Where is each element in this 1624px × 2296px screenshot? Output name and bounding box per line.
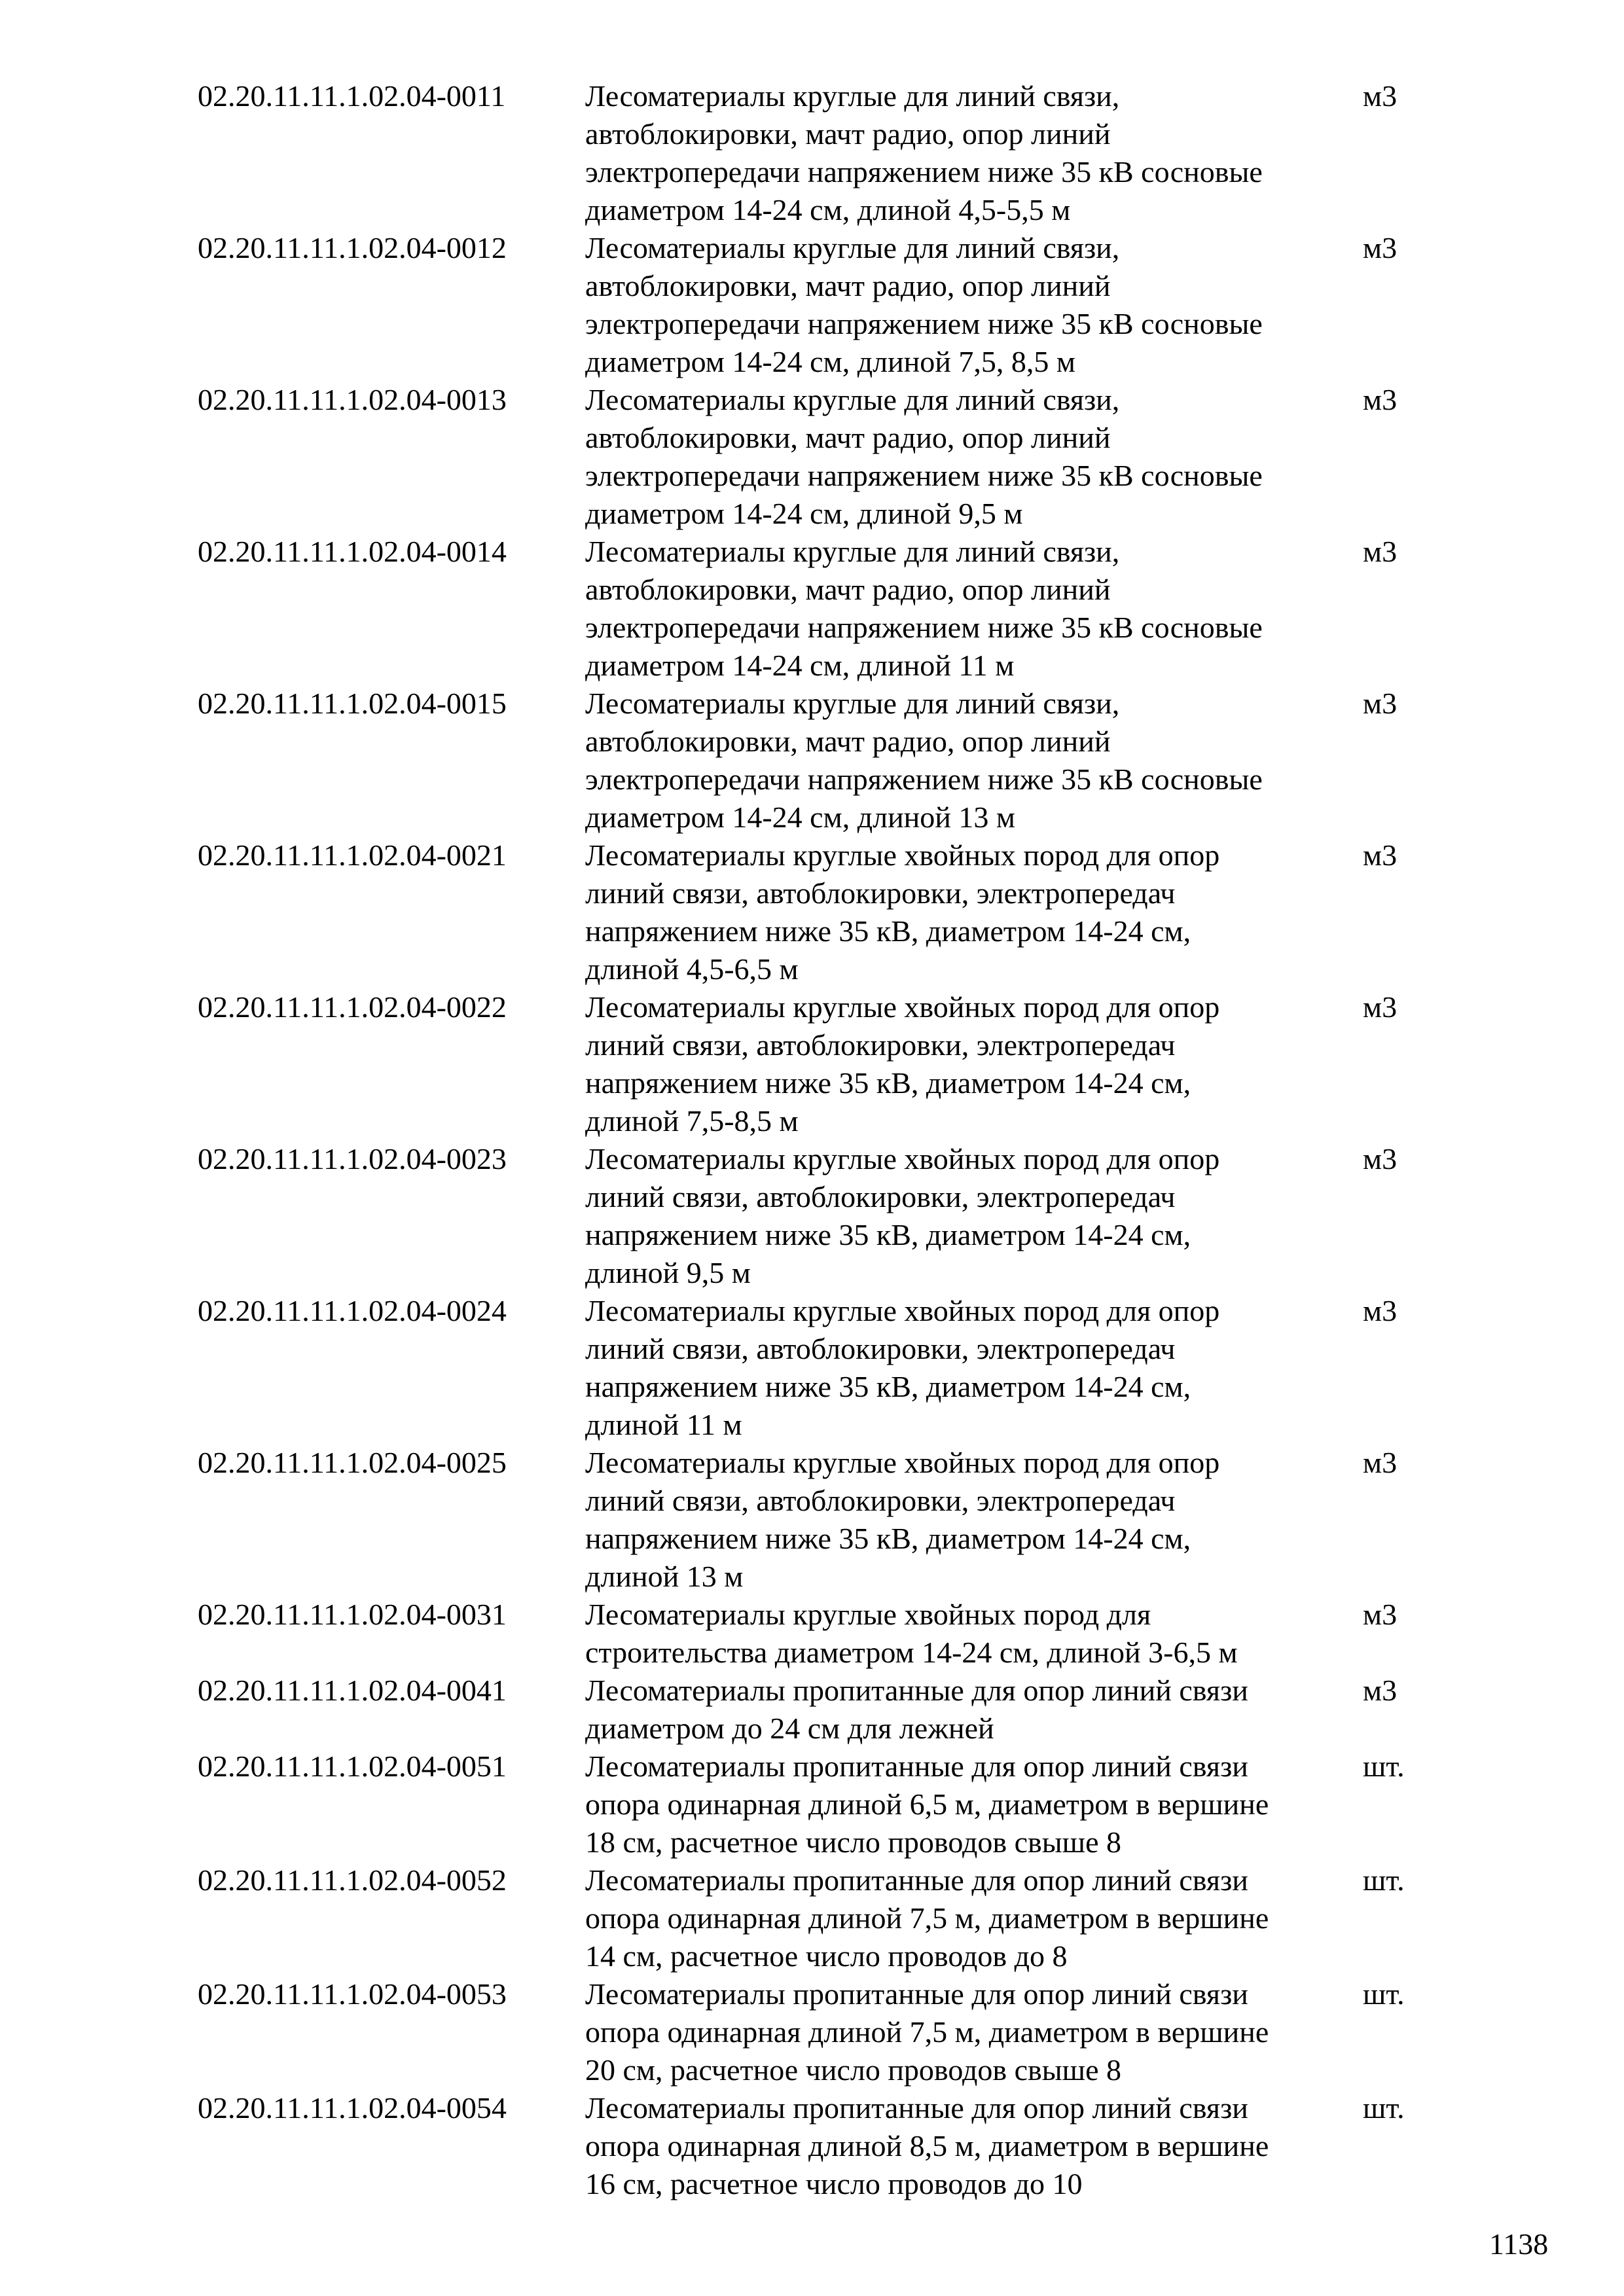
- description-line: длиной 11 м: [585, 1408, 742, 1441]
- resource-description: [585, 1861, 1363, 1975]
- resource-description: [585, 381, 1363, 533]
- measurement-unit: м3: [1363, 1598, 1398, 1631]
- description-line: Лесоматериалы круглые для линий связи,: [585, 535, 1120, 568]
- description-line: электропередачи напряжением ниже 35 кВ сосновые: [585, 762, 1263, 796]
- table-row: [198, 229, 1441, 381]
- resource-description: [585, 229, 1363, 381]
- description-line: напряжением ниже 35 кВ, диаметром 14-24 см,: [585, 1218, 1191, 1251]
- table-row: [198, 1596, 1441, 1672]
- description-line: опора одинарная длиной 7,5 м, диаметром в вершине: [585, 2015, 1269, 2049]
- description-line: Лесоматериалы круглые для линий связи,: [585, 687, 1120, 720]
- measurement-unit: м3: [1363, 1142, 1398, 1175]
- description-line: Лесоматериалы круглые хвойных пород для опор: [585, 1446, 1220, 1479]
- description-line: автоблокировки, мачт радио, опор линий: [585, 573, 1111, 606]
- description-line: опора одинарная длиной 8,5 м, диаметром в вершине: [585, 2129, 1269, 2162]
- resource-description: [585, 685, 1363, 836]
- description-line: электропередачи напряжением ниже 35 кВ сосновые: [585, 611, 1263, 644]
- resource-description: [585, 1292, 1363, 1444]
- resource-code: 02.20.11.11.1.02.04-0022: [198, 990, 507, 1024]
- description-line: Лесоматериалы круглые хвойных пород для опор: [585, 990, 1220, 1024]
- description-line: Лесоматериалы круглые для линий связи,: [585, 231, 1120, 264]
- measurement-unit: м3: [1363, 535, 1398, 568]
- resource-description: [585, 988, 1363, 1140]
- description-line: 16 см, расчетное число проводов до 10: [585, 2167, 1083, 2200]
- measurement-unit: м3: [1363, 990, 1398, 1024]
- measurement-unit: м3: [1363, 1294, 1398, 1327]
- description-line: Лесоматериалы круглые хвойных пород для опор: [585, 1142, 1220, 1175]
- table-row: [198, 1748, 1441, 1861]
- price-list-table: [198, 77, 1441, 2203]
- resource-description: [585, 1444, 1363, 1596]
- measurement-unit: м3: [1363, 231, 1398, 264]
- table-row: [198, 836, 1441, 988]
- resource-description: [585, 1975, 1363, 2089]
- table-row: [198, 2089, 1441, 2203]
- description-line: автоблокировки, мачт радио, опор линий: [585, 421, 1111, 454]
- table-row: [198, 381, 1441, 533]
- measurement-unit: м3: [1363, 838, 1398, 872]
- resource-code: 02.20.11.11.1.02.04-0054: [198, 2091, 507, 2125]
- measurement-unit: м3: [1363, 79, 1398, 113]
- description-line: Лесоматериалы пропитанные для опор линий связи: [585, 1977, 1248, 2011]
- resource-code: 02.20.11.11.1.02.04-0011: [198, 79, 506, 113]
- description-line: автоблокировки, мачт радио, опор линий: [585, 269, 1111, 302]
- measurement-unit: шт.: [1363, 2091, 1405, 2125]
- table-row: [198, 533, 1441, 685]
- table-row: [198, 1140, 1441, 1292]
- resource-code: 02.20.11.11.1.02.04-0014: [198, 535, 507, 568]
- measurement-unit: м3: [1363, 1674, 1398, 1707]
- description-line: линий связи, автоблокировки, электропередач: [585, 1484, 1176, 1517]
- table-row: [198, 77, 1441, 229]
- resource-code: 02.20.11.11.1.02.04-0024: [198, 1294, 507, 1327]
- description-line: диаметром 14-24 см, длиной 13 м: [585, 800, 1016, 834]
- measurement-unit: м3: [1363, 383, 1398, 416]
- description-line: Лесоматериалы круглые хвойных пород для опор: [585, 838, 1220, 872]
- description-line: 20 см, расчетное число проводов свыше 8: [585, 2053, 1122, 2087]
- measurement-unit: м3: [1363, 687, 1398, 720]
- description-line: опора одинарная длиной 6,5 м, диаметром в вершине: [585, 1787, 1269, 1821]
- table-row: [198, 1444, 1441, 1596]
- description-line: напряжением ниже 35 кВ, диаметром 14-24 см,: [585, 914, 1191, 948]
- description-line: длиной 7,5-8,5 м: [585, 1104, 799, 1138]
- description-line: линий связи, автоблокировки, электропередач: [585, 1332, 1176, 1365]
- resource-code: 02.20.11.11.1.02.04-0053: [198, 1977, 507, 2011]
- table-row: [198, 1861, 1441, 1975]
- description-line: строительства диаметром 14-24 см, длиной 3-6,5 м: [585, 1636, 1238, 1669]
- description-line: Лесоматериалы пропитанные для опор линий связи: [585, 1863, 1248, 1897]
- resource-code: 02.20.11.11.1.02.04-0052: [198, 1863, 507, 1897]
- resource-code: 02.20.11.11.1.02.04-0023: [198, 1142, 507, 1175]
- description-line: диаметром до 24 см для лежней: [585, 1712, 994, 1745]
- resource-description: [585, 77, 1363, 229]
- resource-code: 02.20.11.11.1.02.04-0051: [198, 1749, 507, 1783]
- description-line: длиной 13 м: [585, 1560, 744, 1593]
- resource-code: 02.20.11.11.1.02.04-0021: [198, 838, 507, 872]
- table-row: [198, 685, 1441, 836]
- resource-description: [585, 1140, 1363, 1292]
- description-line: 14 см, расчетное число проводов до 8: [585, 1939, 1068, 1973]
- description-line: 18 см, расчетное число проводов свыше 8: [585, 1825, 1122, 1859]
- description-line: диаметром 14-24 см, длиной 7,5, 8,5 м: [585, 345, 1076, 378]
- description-line: Лесоматериалы пропитанные для опор линий связи: [585, 1674, 1248, 1707]
- description-line: линий связи, автоблокировки, электропередач: [585, 1180, 1176, 1213]
- description-line: электропередачи напряжением ниже 35 кВ сосновые: [585, 155, 1263, 188]
- resource-description: [585, 1672, 1363, 1748]
- description-line: Лесоматериалы круглые для линий связи,: [585, 383, 1120, 416]
- resource-description: [585, 2089, 1363, 2203]
- description-line: Лесоматериалы пропитанные для опор линий связи: [585, 2091, 1248, 2125]
- table-row: [198, 1292, 1441, 1444]
- measurement-unit: м3: [1363, 1446, 1398, 1479]
- description-line: электропередачи напряжением ниже 35 кВ сосновые: [585, 459, 1263, 492]
- resource-code: 02.20.11.11.1.02.04-0015: [198, 687, 507, 720]
- resource-code: 02.20.11.11.1.02.04-0013: [198, 383, 507, 416]
- measurement-unit: шт.: [1363, 1977, 1405, 2011]
- description-line: автоблокировки, мачт радио, опор линий: [585, 117, 1111, 151]
- description-line: длиной 9,5 м: [585, 1256, 751, 1289]
- resource-code: 02.20.11.11.1.02.04-0025: [198, 1446, 507, 1479]
- description-line: автоблокировки, мачт радио, опор линий: [585, 725, 1111, 758]
- description-line: напряжением ниже 35 кВ, диаметром 14-24 см,: [585, 1522, 1191, 1555]
- description-line: длиной 4,5-6,5 м: [585, 952, 799, 986]
- resource-description: [585, 1596, 1363, 1672]
- description-line: Лесоматериалы круглые хвойных пород для опор: [585, 1294, 1220, 1327]
- resource-code: 02.20.11.11.1.02.04-0012: [198, 231, 507, 264]
- measurement-unit: шт.: [1363, 1749, 1405, 1783]
- resource-description: [585, 1748, 1363, 1861]
- description-line: линий связи, автоблокировки, электропередач: [585, 876, 1176, 910]
- resource-code: 02.20.11.11.1.02.04-0031: [198, 1598, 507, 1631]
- description-line: линий связи, автоблокировки, электропередач: [585, 1028, 1176, 1062]
- description-line: Лесоматериалы пропитанные для опор линий связи: [585, 1749, 1248, 1783]
- description-line: Лесоматериалы круглые для линий связи,: [585, 79, 1120, 113]
- description-line: Лесоматериалы круглые хвойных пород для: [585, 1598, 1151, 1631]
- resource-description: [585, 533, 1363, 685]
- measurement-unit: шт.: [1363, 1863, 1405, 1897]
- table-row: [198, 1672, 1441, 1748]
- description-line: диаметром 14-24 см, длиной 9,5 м: [585, 497, 1023, 530]
- description-line: напряжением ниже 35 кВ, диаметром 14-24 см,: [585, 1370, 1191, 1403]
- description-line: диаметром 14-24 см, длиной 4,5-5,5 м: [585, 193, 1071, 226]
- description-line: опора одинарная длиной 7,5 м, диаметром в вершине: [585, 1901, 1269, 1935]
- table-row: [198, 988, 1441, 1140]
- resource-code: 02.20.11.11.1.02.04-0041: [198, 1674, 507, 1707]
- resource-description: [585, 836, 1363, 988]
- table-row: [198, 1975, 1441, 2089]
- description-line: диаметром 14-24 см, длиной 11 м: [585, 649, 1015, 682]
- page-number: 1138: [1489, 2227, 1549, 2261]
- description-line: электропередачи напряжением ниже 35 кВ сосновые: [585, 307, 1263, 340]
- description-line: напряжением ниже 35 кВ, диаметром 14-24 см,: [585, 1066, 1191, 1100]
